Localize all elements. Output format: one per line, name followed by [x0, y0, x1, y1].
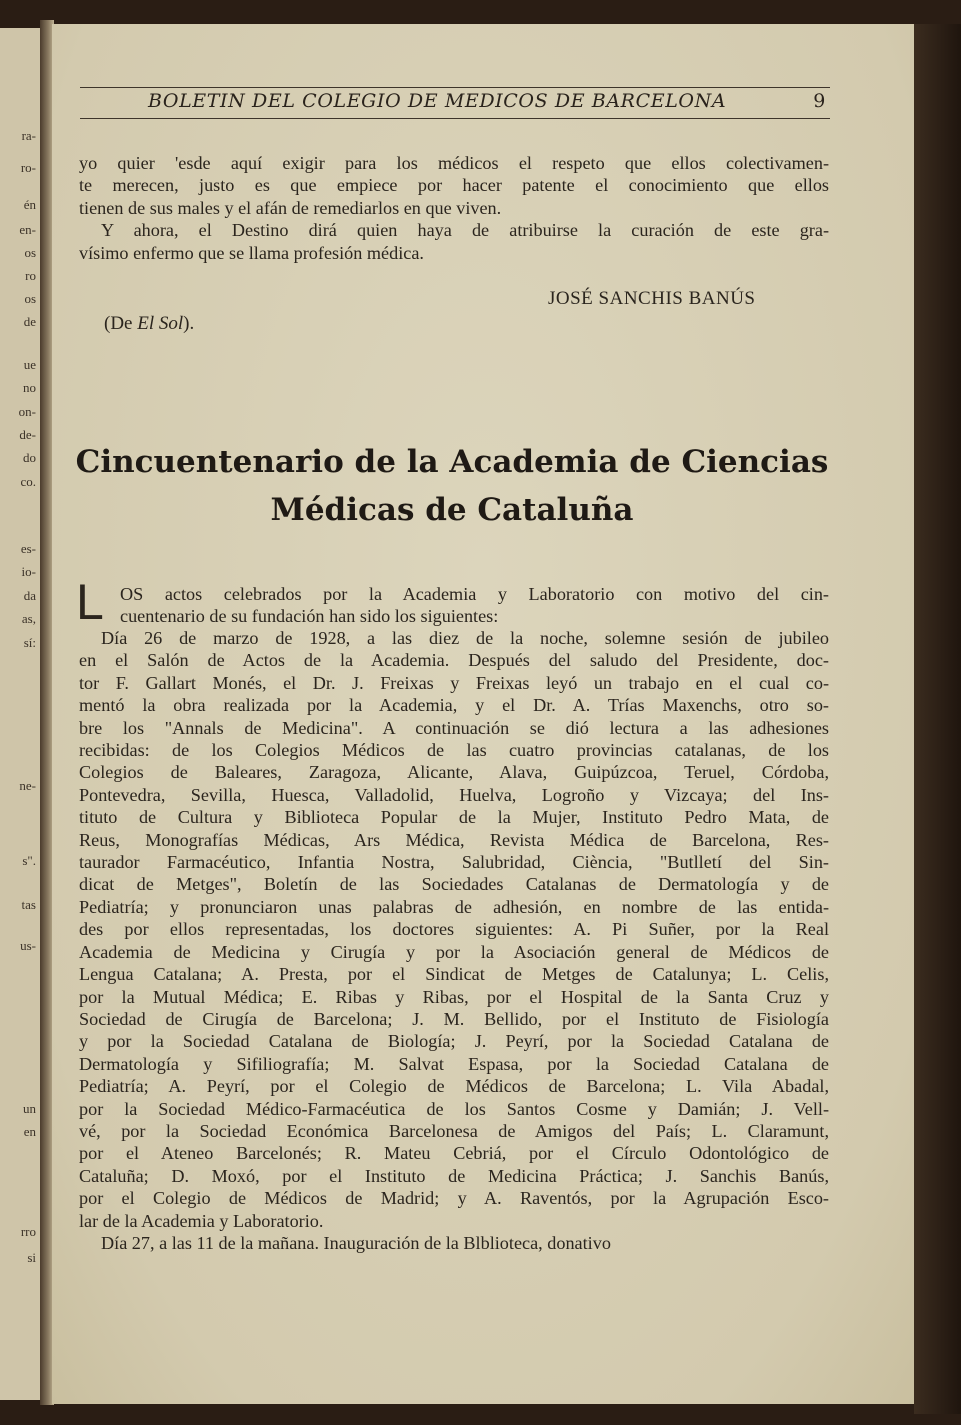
author-signature: JOSÉ SANCHIS BANÚS: [548, 288, 756, 309]
text-line: por la Sociedad Médico-Farmacéutica de los Santos Cosme y Damián; J. Vell-: [79, 1098, 829, 1119]
source-citation: [104, 313, 194, 335]
adjacent-page-edge: [0, 28, 42, 1400]
page-number: 9: [813, 90, 826, 112]
text-line: Pediatría; y pronunciaron unas palabras de adhesión, en nombre de las entida-: [79, 896, 829, 917]
source-title: El Sol: [137, 313, 184, 334]
adjacent-page-text-fragment: s".: [22, 853, 36, 868]
adjacent-page-text-fragment: sí:: [23, 635, 36, 650]
text-line: tienen de sus males y el afán de remediarlos en que viven.: [79, 197, 502, 218]
header-rule-bottom: [80, 118, 830, 119]
article-heading-line-1: Cincuentenario de la Academia de Ciencias: [75, 444, 829, 480]
adjacent-page-text-fragment: en-: [19, 222, 36, 237]
body-text: [79, 627, 829, 1254]
adjacent-page-text-fragment: ro: [25, 268, 36, 283]
text-line: Día 27, a las 11 de la mañana. Inauguración de la Blblioteca, donativo: [101, 1232, 611, 1253]
adjacent-page-text-fragment: ue: [23, 357, 36, 372]
adjacent-page-text-fragment: io-: [21, 564, 36, 579]
adjacent-page-text-fragment: rro: [20, 1224, 36, 1239]
text-line: Pediatría; A. Peyrí, por el Colegio de Médicos de Barcelona; L. Vila Abadal,: [79, 1076, 829, 1097]
text-line: taurador Farmacéutico, Infantia Nostra, Salubridad, Ciència, "Butlletí del Sin-: [79, 852, 829, 873]
text-line: en el Salón de Actos de la Academia. Después del saludo del Presidente, doc-: [79, 650, 829, 671]
adjacent-page-text-fragment: én: [23, 197, 36, 212]
text-line: Pontevedra, Sevilla, Huesca, Valladolid, Huelva, Logroño y Vizcaya; del Ins-: [79, 784, 829, 805]
adjacent-page-text-fragment: on-: [18, 404, 36, 419]
adjacent-page-text-fragment: de: [23, 314, 36, 329]
text-line: des por ellos representadas, los doctores siguientes: A. Pi Suñer, por la Real: [79, 919, 829, 940]
text-line: Dermatología y Sifiliografía; M. Salvat Espasa, por la Sociedad Catalana de: [79, 1053, 829, 1074]
adjacent-page-text-fragment: co.: [20, 474, 36, 489]
text-line: Cataluña; D. Moxó, por el Instituto de Medicina Práctica; J. Sanchis Banús,: [79, 1165, 829, 1186]
adjacent-page-text-fragment: us-: [20, 938, 36, 953]
adjacent-page-text-fragment: os: [24, 245, 36, 260]
adjacent-page-text-fragment: tas: [21, 897, 36, 912]
text-line: yo quier 'esde aquí exigir para los médicos el respeto que ellos colectivamen-: [79, 153, 829, 173]
text-line: tituto de Cultura y Biblioteca Popular de la Mujer, Instituto Pedro Mata, de: [79, 807, 829, 828]
text-line: bre los "Annals de Medicina". A continuación se dió lectura a las adhesiones: [79, 717, 829, 738]
adjacent-page-text-fragment: ne-: [19, 778, 36, 793]
text-line: y por la Sociedad Catalana de Biología; J. Peyrí, por la Sociedad Catalana de: [79, 1031, 829, 1052]
text-line: Y ahora, el Destino dirá quien haya de atribuirse la curación de este gra-: [101, 220, 829, 241]
text-line: Lengua Catalana; A. Presta, por el Sindicat de Metges de Catalunya; L. Celis,: [79, 964, 829, 985]
page-edge-shadow: [914, 24, 961, 1414]
text-line: lar de la Academia y Laboratorio.: [79, 1210, 324, 1231]
text-line: tor F. Gallart Monés, el Dr. J. Freixas y Freixas leyó un trabajo en el cual co-: [79, 672, 829, 693]
running-header: [80, 90, 830, 116]
text-line: OS actos celebrados por la Academia y Laboratorio con motivo del cin-: [120, 584, 829, 604]
adjacent-page-text-fragment: en: [23, 1124, 36, 1139]
source-prefix: (De: [104, 313, 138, 334]
adjacent-page-text-fragment: da: [23, 588, 36, 603]
text-line: por la Mutual Médica; E. Ribas y Ribas, por el Hospital de la Santa Cruz y: [79, 986, 829, 1007]
top-paragraph: [79, 152, 829, 264]
header-rule-top: [80, 87, 830, 88]
intro-paragraph: [120, 583, 829, 628]
text-line: cuentenario de su fundación han sido los siguientes:: [120, 606, 499, 627]
running-header-title: BOLETIN DEL COLEGIO DE MEDICOS DE BARCELONA: [148, 90, 727, 112]
adjacent-page-text-fragment: no: [23, 380, 36, 395]
text-line: Día 26 de marzo de 1928, a las diez de la noche, solemne sesión de jubileo: [101, 628, 829, 648]
text-line: Colegios de Baleares, Zaragoza, Alicante, Alava, Guipúzcoa, Teruel, Córdoba,: [79, 762, 829, 783]
text-line: mentó la obra realizada por la Academia, y el Dr. A. Trías Maxenchs, otro so-: [79, 695, 829, 716]
adjacent-page-text-fragment: de-: [19, 427, 36, 442]
adjacent-page-text-fragment: ra-: [21, 128, 36, 143]
adjacent-page-text-fragment: ro-: [20, 160, 36, 175]
text-line: te merecen, justo es que empiece por hacer patente el conocimiento que ellos: [79, 175, 829, 196]
text-line: vé, por la Sociedad Económica Barcelonesa de Amigos del País; L. Claramunt,: [79, 1120, 829, 1141]
adjacent-page-text-fragment: un: [23, 1101, 36, 1116]
adjacent-page-text-fragment: es-: [20, 541, 36, 556]
adjacent-page-text-fragment: as,: [21, 611, 36, 626]
text-line: por el Ateneo Barcelonés; R. Mateu Cebriá, por el Círculo Odontológico de: [79, 1143, 829, 1164]
text-line: vísimo enfermo que se llama profesión médica.: [79, 242, 424, 263]
text-line: dicat de Metges", Boletín de las Sociedades Catalanas de Dermatología y de: [79, 874, 829, 895]
source-suffix: ).: [183, 313, 195, 334]
text-line: por el Colegio de Médicos de Madrid; y A. Raventós, por la Agrupación Esco-: [79, 1188, 829, 1209]
drop-cap: L: [76, 574, 104, 630]
text-line: Academia de Medicina y Cirugía y por la Asociación general de Médicos de: [79, 941, 829, 962]
text-line: Sociedad de Cirugía de Barcelona; J. M. Bellido, por el Instituto de Fisiología: [79, 1008, 829, 1029]
adjacent-page-text-fragment: do: [23, 450, 36, 465]
adjacent-page-text-fragment: si: [27, 1250, 36, 1265]
adjacent-page-text-fragment: os: [24, 291, 36, 306]
text-line: Reus, Monografías Médicas, Ars Médica, Revista Médica de Barcelona, Res-: [79, 829, 829, 850]
text-line: recibidas: de los Colegios Médicos de las cuatro provincias catalanas, de los: [79, 740, 829, 761]
article-heading-line-2: Médicas de Cataluña: [270, 492, 634, 528]
